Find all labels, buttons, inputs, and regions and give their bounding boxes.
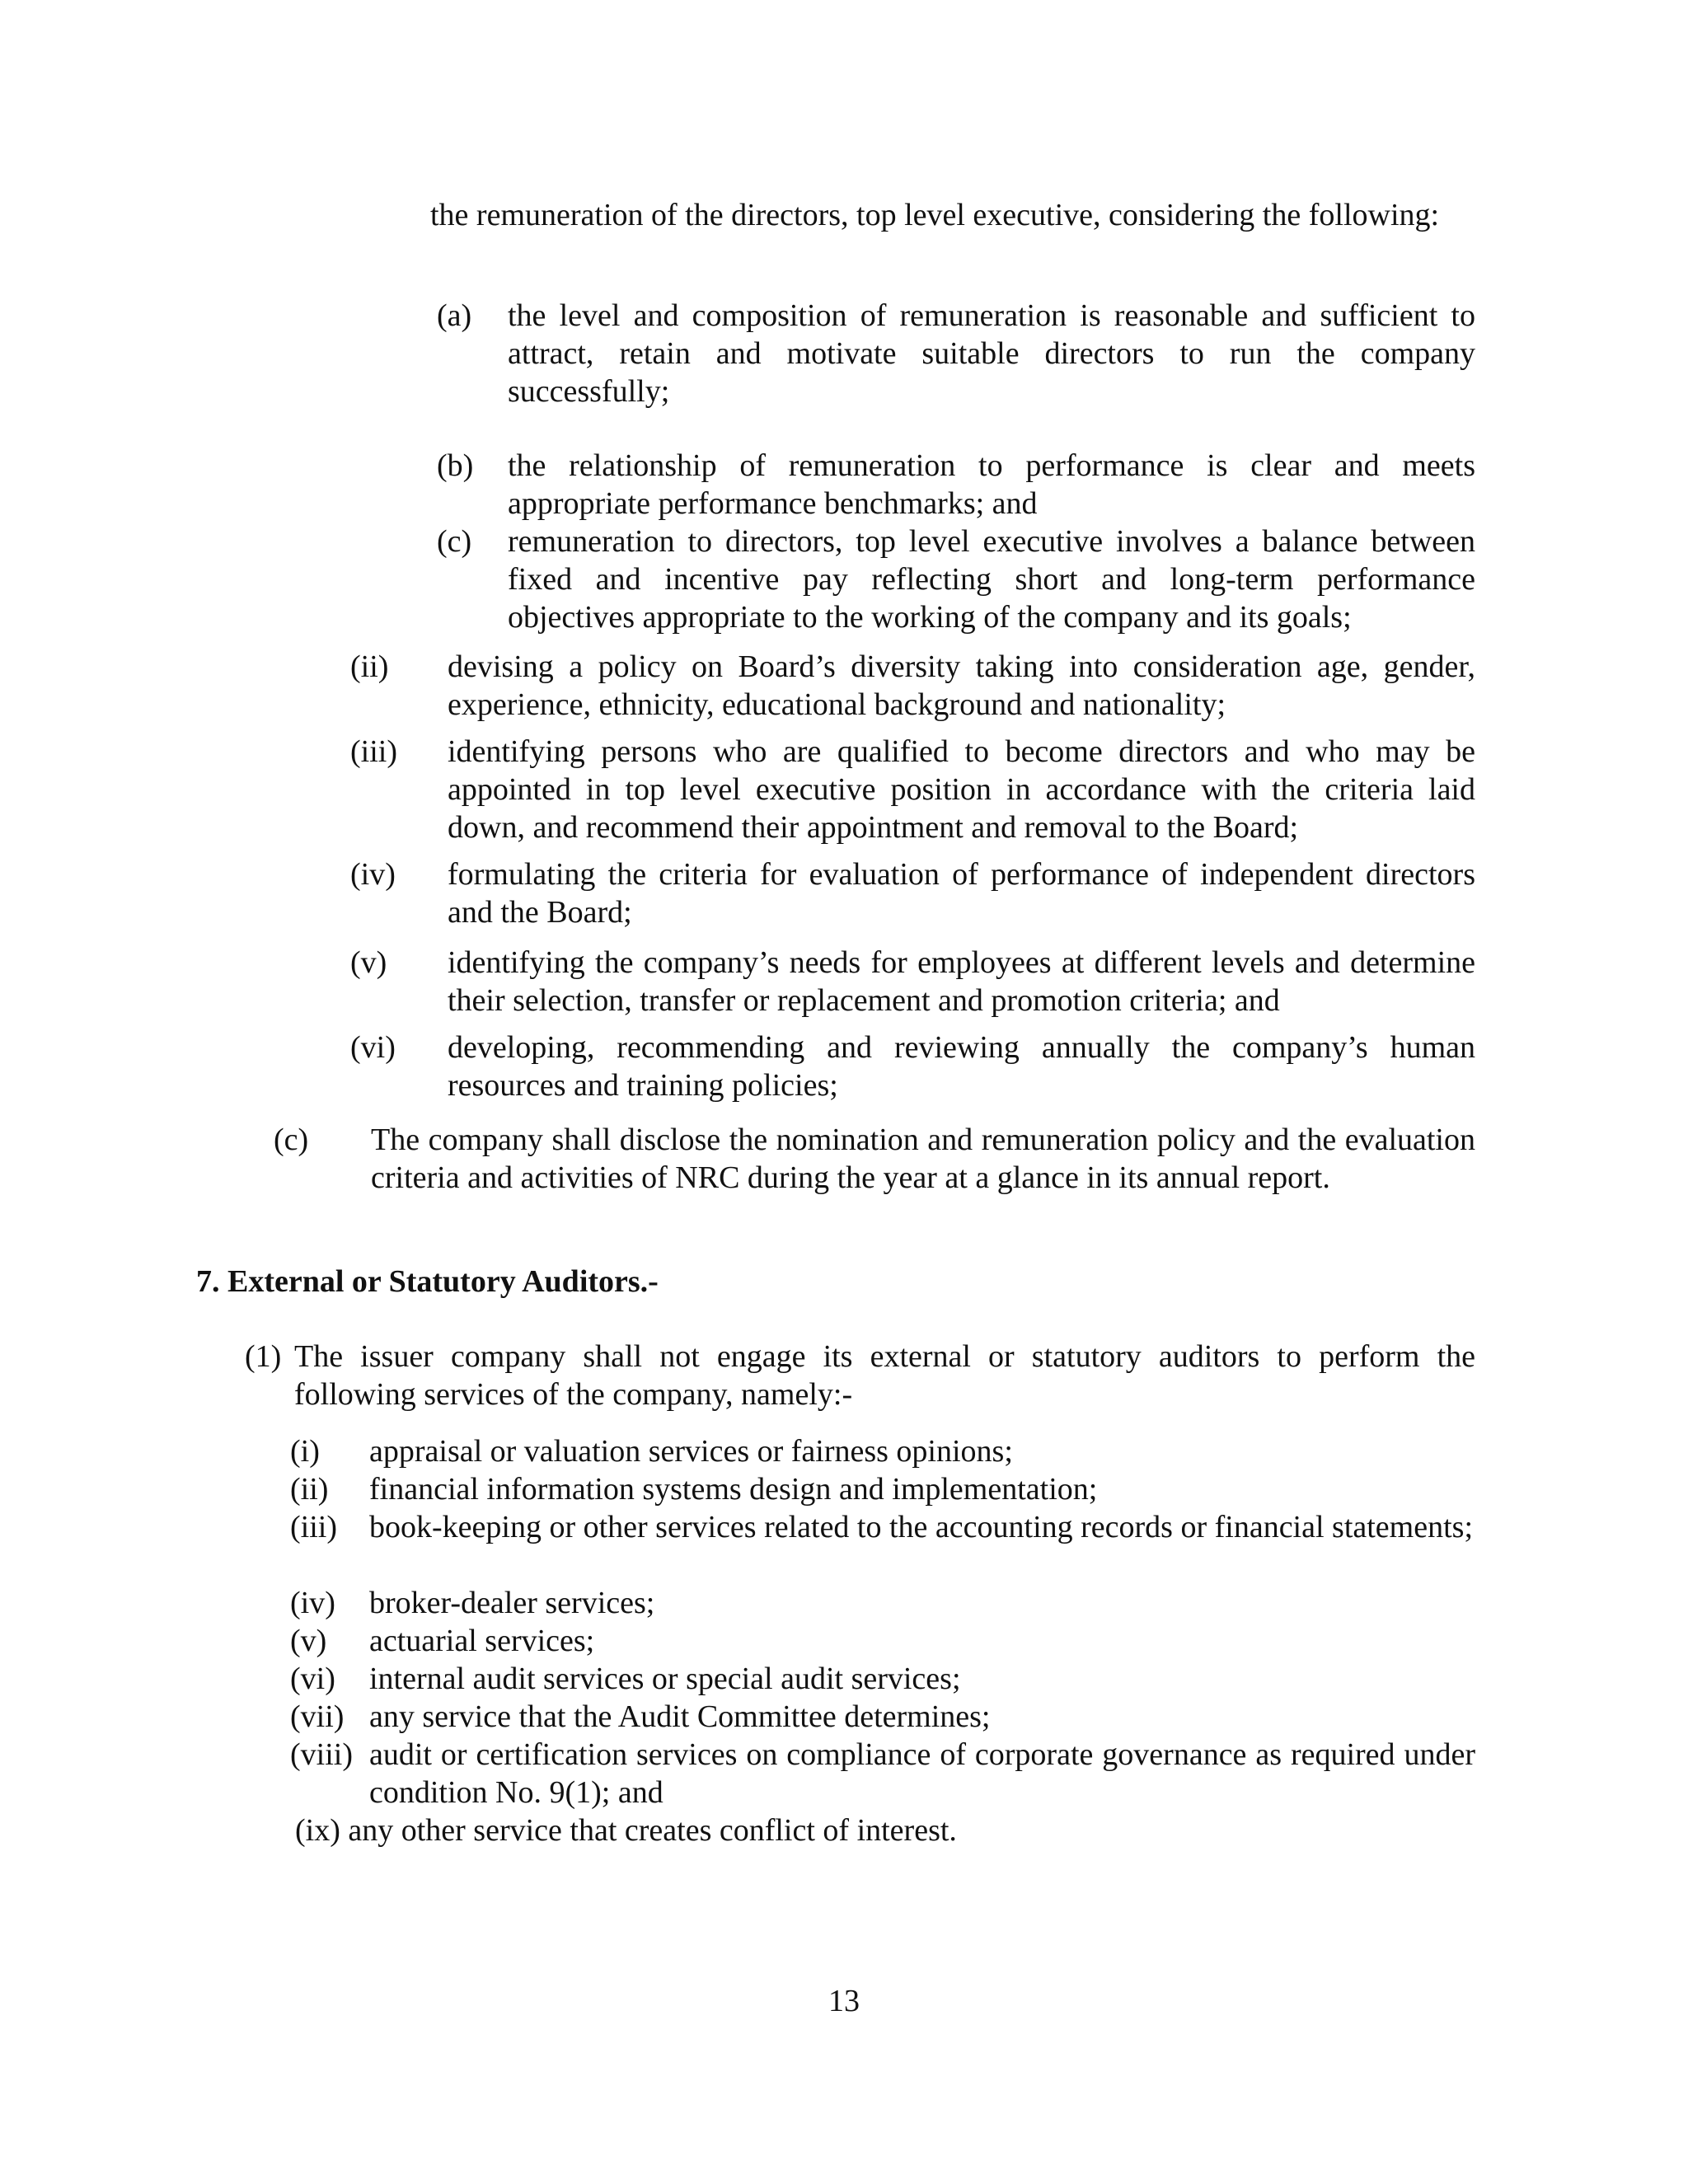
criteria-text: the level and composition of remuneration is reasonable and sufficient to attract, retain and motivate suitable directors to run the company successfully; xyxy=(508,298,1475,409)
nrc-item-v xyxy=(350,944,1475,1019)
clause-1-label: (1) xyxy=(245,1339,282,1374)
nrc-item-iv xyxy=(350,855,1475,931)
nrc-label: (iii) xyxy=(350,734,397,769)
nrc-label: (ii) xyxy=(350,649,389,684)
clause-c-text: The company shall disclose the nomination and remuneration policy and the evaluation criteria and activities of NRC during the year at a glance in its annual report. xyxy=(371,1122,1475,1195)
service-label: (i) xyxy=(290,1434,320,1469)
service-label: (viii) xyxy=(290,1737,353,1772)
criteria-label: (a) xyxy=(437,298,472,333)
criteria-item-a xyxy=(437,297,1475,410)
criteria-text: remuneration to directors, top level executive involves a balance between fixed and incentive pay reflecting short and long-term performance objectives appropriate to the working of the company and its goals; xyxy=(508,524,1475,635)
clause-1 xyxy=(245,1338,1475,1413)
service-text: actuarial services; xyxy=(369,1624,595,1658)
clause-1-text: The issuer company shall not engage its external or statutory auditors to perform the following services of the company, namely:- xyxy=(294,1339,1475,1412)
service-text: internal audit services or special audit services; xyxy=(369,1661,961,1696)
service-text: financial information systems design and implementation; xyxy=(369,1472,1098,1507)
service-label: (iv) xyxy=(290,1586,335,1620)
service-label: (ii) xyxy=(290,1472,329,1507)
criteria-item-b xyxy=(437,447,1475,523)
service-item-ii xyxy=(290,1470,1475,1508)
service-label: (iii) xyxy=(290,1510,337,1544)
section-7-heading: 7. External or Statutory Auditors.- xyxy=(196,1264,659,1299)
nrc-text: identifying persons who are qualified to become directors and who may be appointed in top level executive position in accordance with the criteria laid down, and recommend their appointment and removal to the Board; xyxy=(448,734,1475,845)
criteria-label: (c) xyxy=(437,524,472,559)
service-label: (vii) xyxy=(290,1699,345,1734)
nrc-label: (v) xyxy=(350,945,387,980)
intro-paragraph xyxy=(430,196,1475,234)
service-item-i xyxy=(290,1432,1475,1470)
criteria-text: the relationship of remuneration to performance is clear and meets appropriate performance benchmarks; and xyxy=(508,448,1475,521)
clause-c-label: (c) xyxy=(274,1122,309,1157)
service-item-ix: (ix) any other service that creates conflict of interest. xyxy=(295,1813,957,1848)
criteria-item-c xyxy=(437,523,1475,636)
service-item-vi xyxy=(290,1660,1475,1698)
service-text: appraisal or valuation services or fairness opinions; xyxy=(369,1434,1013,1469)
service-label: (vi) xyxy=(290,1661,335,1696)
service-text: audit or certification services on compliance of corporate governance as required under condition No. 9(1); and xyxy=(369,1737,1475,1810)
service-item-iii xyxy=(290,1508,1475,1546)
nrc-item-vi xyxy=(350,1029,1475,1104)
service-item-vii xyxy=(290,1698,1475,1736)
intro-text: the remuneration of the directors, top level executive, considering the following: xyxy=(430,198,1440,232)
nrc-text: developing, recommending and reviewing annually the company’s human resources and training policies; xyxy=(448,1030,1475,1103)
nrc-label: (vi) xyxy=(350,1030,396,1065)
service-text: book-keeping or other services related to the accounting records or financial statements; xyxy=(369,1510,1473,1544)
nrc-item-iii xyxy=(350,733,1475,846)
nrc-text: identifying the company’s needs for employees at different levels and determine their selection, transfer or replacement and promotion criteria; and xyxy=(448,945,1475,1018)
page-number: 13 xyxy=(828,1984,860,2018)
service-text: any service that the Audit Committee determines; xyxy=(369,1699,991,1734)
criteria-label: (b) xyxy=(437,448,474,483)
service-item-v xyxy=(290,1622,1475,1660)
service-item-viii xyxy=(290,1736,1475,1811)
nrc-item-ii xyxy=(350,648,1475,724)
nrc-text: devising a policy on Board’s diversity taking into consideration age, gender, experience, ethnicity, educational background and nationality; xyxy=(448,649,1475,722)
service-label: (v) xyxy=(290,1624,327,1658)
clause-c xyxy=(274,1121,1475,1197)
nrc-text: formulating the criteria for evaluation of performance of independent directors and the Board; xyxy=(448,857,1475,930)
nrc-label: (iv) xyxy=(350,857,396,892)
service-text: broker-dealer services; xyxy=(369,1586,655,1620)
service-item-iv xyxy=(290,1584,1475,1622)
